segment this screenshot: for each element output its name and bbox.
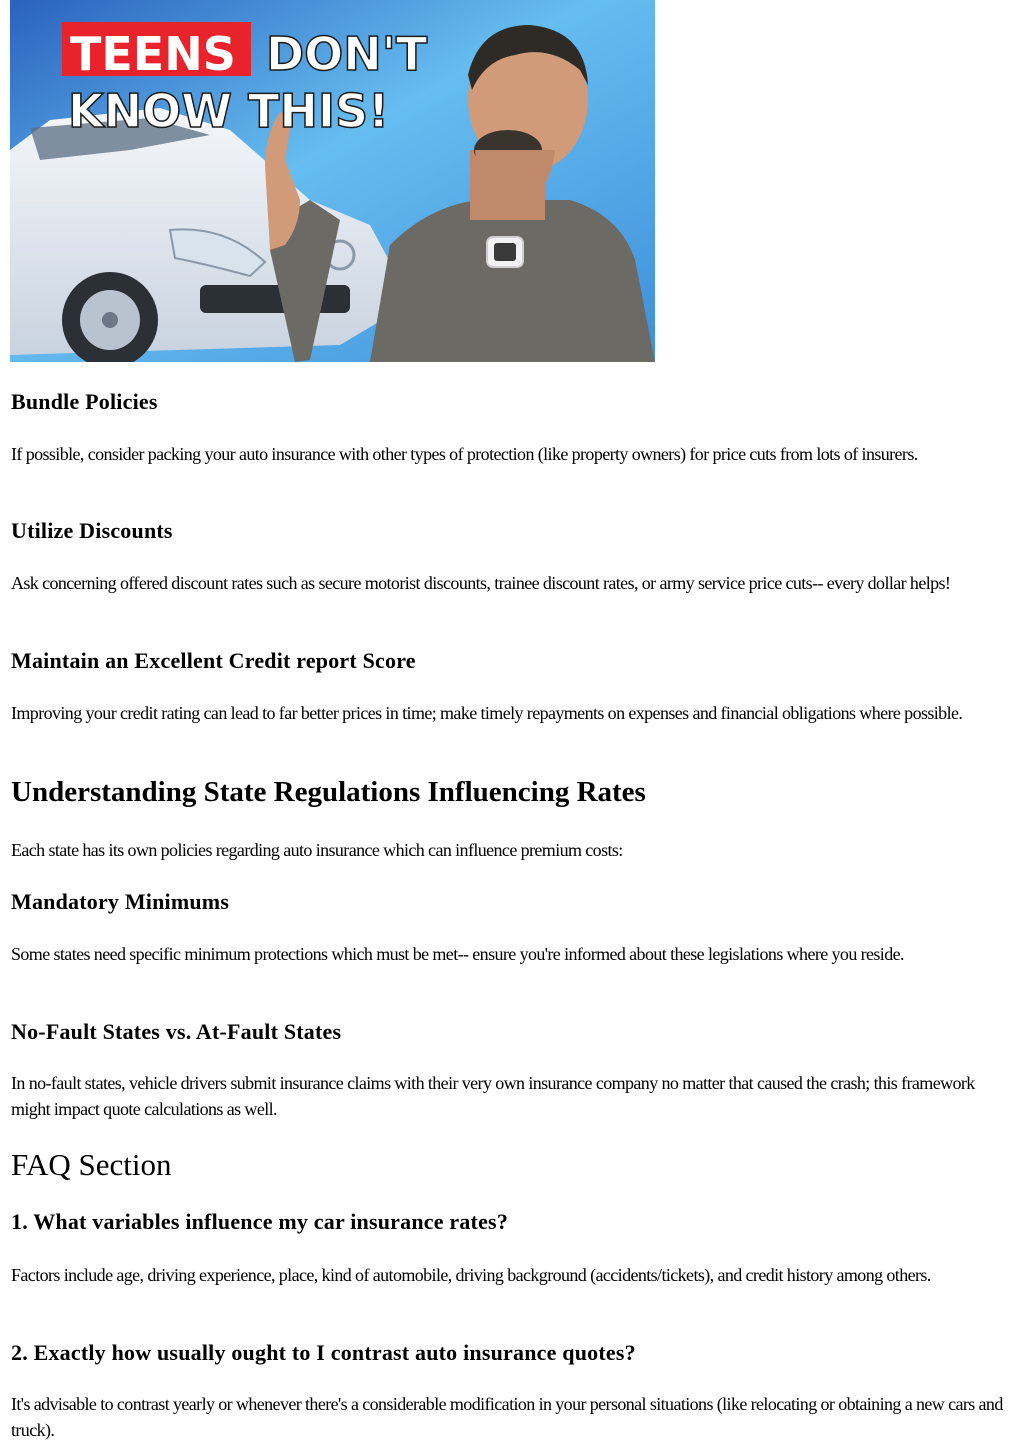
- section-heading-no-fault-states: No-Fault States vs. At-Fault States: [11, 1019, 342, 1044]
- thumbnail-illustration: [10, 0, 655, 362]
- section-heading-credit-score: Maintain an Excellent Credit report Score: [11, 648, 416, 673]
- section-body-mandatory-minimums: Some states need specific minimum protections which must be met-- ensure you're informed about these legislations where you reside.: [11, 944, 904, 964]
- faq-answer-2: It's advisable to contrast yearly or whenever there's a considerable modification in your personal situations (like relocating or obtaining a new cars and truck).: [11, 1394, 1003, 1440]
- section-heading-utilize-discounts: Utilize Discounts: [11, 518, 173, 543]
- banner-line2: KNOW THIS!: [68, 84, 390, 138]
- banner-line1-a: TEENS: [70, 27, 236, 81]
- faq-title: FAQ Section: [11, 1147, 172, 1182]
- state-regulations-intro: Each state has its own policies regarding auto insurance which can influence premium costs:: [11, 840, 623, 860]
- section-heading-bundle-policies: Bundle Policies: [11, 389, 158, 414]
- banner-line1-b: DON'T: [266, 27, 428, 81]
- faq-question-2: 2. Exactly how usually ought to I contrast auto insurance quotes?: [11, 1340, 636, 1365]
- section-body-credit-score: Improving your credit rating can lead to far better prices in time; make timely repayments on expenses and financial obligations where possible.: [11, 703, 963, 723]
- faq-answer-1: Factors include age, driving experience, place, kind of automobile, driving background (accidents/tickets), and credit history among others.: [11, 1265, 931, 1285]
- section-body-bundle-policies: If possible, consider packing your auto insurance with other types of protection (like property owners) for price cuts from lots of insurers.: [11, 444, 918, 464]
- state-regulations-title: Understanding State Regulations Influencing Rates: [11, 776, 646, 808]
- section-heading-mandatory-minimums: Mandatory Minimums: [11, 889, 230, 914]
- faq-question-1: 1. What variables influence my car insurance rates?: [11, 1209, 509, 1234]
- section-body-utilize-discounts: Ask concerning offered discount rates such as secure motorist discounts, trainee discount rates, or army service price cuts-- every dollar helps!: [11, 573, 951, 593]
- section-body-no-fault-states: In no-fault states, vehicle drivers submit insurance claims with their very own insurance company no matter that caused the crash; this framework might impact quote calculations as well.: [11, 1073, 975, 1119]
- hero-image: [10, 0, 655, 362]
